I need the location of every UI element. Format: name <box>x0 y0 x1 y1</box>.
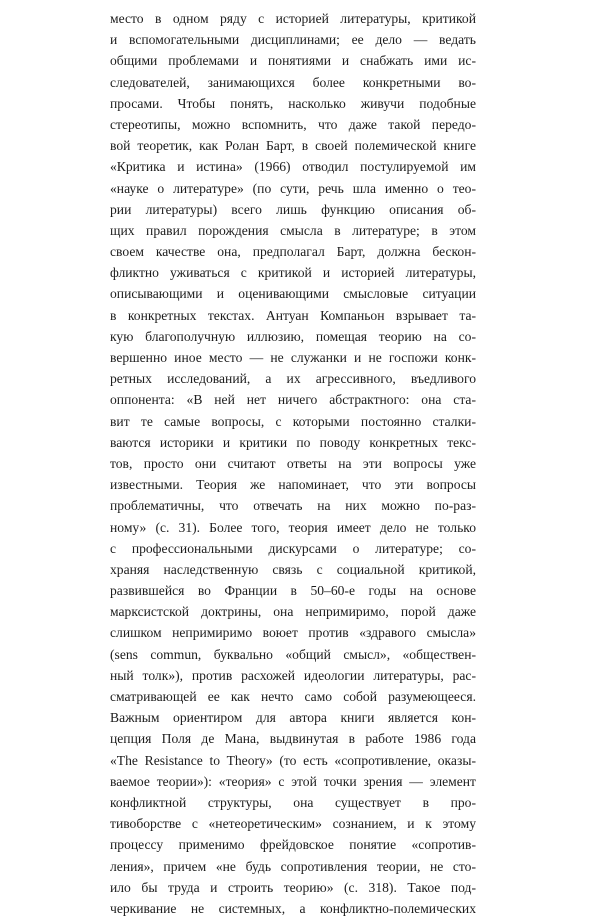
text-line-32: ный толк»), против расхожей идеологии литературы, рас- <box>110 667 476 683</box>
text-line-40: процессу применимо фрейдовское понятие «сопротив- <box>110 837 476 853</box>
text-line-4: следователей, занимающихся более конкретными во- <box>110 74 476 90</box>
text-line-35: цепция Поля де Мана, выдвинутая в работе 1986 года <box>110 731 476 747</box>
text-line-5: просами. Чтобы понять, насколько живучи подобные <box>110 95 476 111</box>
text-line-8: «Критика и истина» (1966) отводил постулируемой им <box>110 159 476 175</box>
text-line-20: вит те самые вопросы, с которыми постоянно сталки- <box>110 413 476 429</box>
text-line-34: Важным ориентиром для автора книги является кон- <box>110 710 476 726</box>
text-line-36: «The Resistance to Theory» (то есть «сопротивление, оказы- <box>110 752 476 768</box>
text-line-10: рии литературы) всего лишь функцию описания об- <box>110 201 476 217</box>
text-line-43: черкивание не системных, а конфликтно-полемических <box>110 900 476 916</box>
text-line-39: тивоборстве с «нетеоретическим» сознанием, и к этому <box>110 816 476 832</box>
text-line-18: ретных исследований, а их агрессивного, въедливого <box>110 371 476 387</box>
text-line-15: в конкретных текстах. Антуан Компаньон взрывает та- <box>110 307 476 323</box>
text-line-24: проблематичны, что отвечать на них можно по-раз- <box>110 498 476 514</box>
text-line-28: развившейся во Франции в 50–60-е годы на основе <box>110 583 476 599</box>
text-line-26: с профессиональными дискурсами о литературе; со- <box>110 540 476 556</box>
text-line-37: ваемое теории»): «теория» с этой точки зрения — элемент <box>110 773 476 789</box>
text-line-14: описывающими и оценивающими смысловые ситуации <box>110 286 476 302</box>
text-line-33: сматривающей ее как нечто само собой разумеющееся. <box>110 689 476 704</box>
text-line-22: тов, просто они считают ответы на эти вопросы уже <box>110 455 476 471</box>
text-line-2: и вспомогательными дисциплинами; ее дело — ведать <box>110 32 476 48</box>
text-line-17: вершенно иное место — не служанки и не госпожи конк- <box>110 350 476 365</box>
text-line-41: ления», причем «не будь сопротивления теории, не сто- <box>110 858 476 874</box>
text-line-6: стереотипы, можно вспомнить, что даже такой передо- <box>110 116 476 132</box>
text-line-7: вой теоретик, как Ролан Барт, в своей полемической книге <box>110 138 476 154</box>
text-line-42: ило бы труда и строить теорию» (с. 318). Такое под- <box>110 879 476 895</box>
text-line-16: кую благополучную иллюзию, помещая теорию на со- <box>110 328 476 344</box>
text-line-3: общими проблемами и понятиями и снабжать ими ис- <box>110 53 476 69</box>
text-line-31: (sens commun, буквально «общий смысл», «обществен- <box>110 646 476 662</box>
text-line-27: храняя наследственную связь с социальной критикой, <box>110 561 476 577</box>
text-line-38: конфликтной структуры, она существует в про- <box>110 794 476 810</box>
text-line-19: оппонента: «В ней нет ничего абстрактного: она ста- <box>110 392 476 408</box>
text-line-13: фликтно уживаться с критикой и историей литературы, <box>110 265 476 281</box>
body-text <box>110 8 476 919</box>
text-line-9: «науке о литературе» (по сути, речь шла именно о тео- <box>110 180 476 196</box>
text-line-11: щих правил порождения смысла в литературе; в этом <box>110 222 476 238</box>
text-line-29: марксистской доктрины, она непримиримо, порой даже <box>110 604 476 620</box>
text-line-12: своем качестве она, предполагал Барт, должна бескон- <box>110 244 476 260</box>
text-line-25: ному» (с. 31). Более того, теория имеет дело не только <box>110 519 476 535</box>
text-line-30: слишком непримиримо воюет против «здравого смысла» <box>110 625 476 641</box>
text-line-1: место в одном ряду с историей литературы, критикой <box>110 11 476 26</box>
text-line-23: известными. Теория же напоминает, что эти вопросы <box>110 477 476 493</box>
text-line-21: ваются историки и критики по поводу конкретных текс- <box>110 434 476 450</box>
